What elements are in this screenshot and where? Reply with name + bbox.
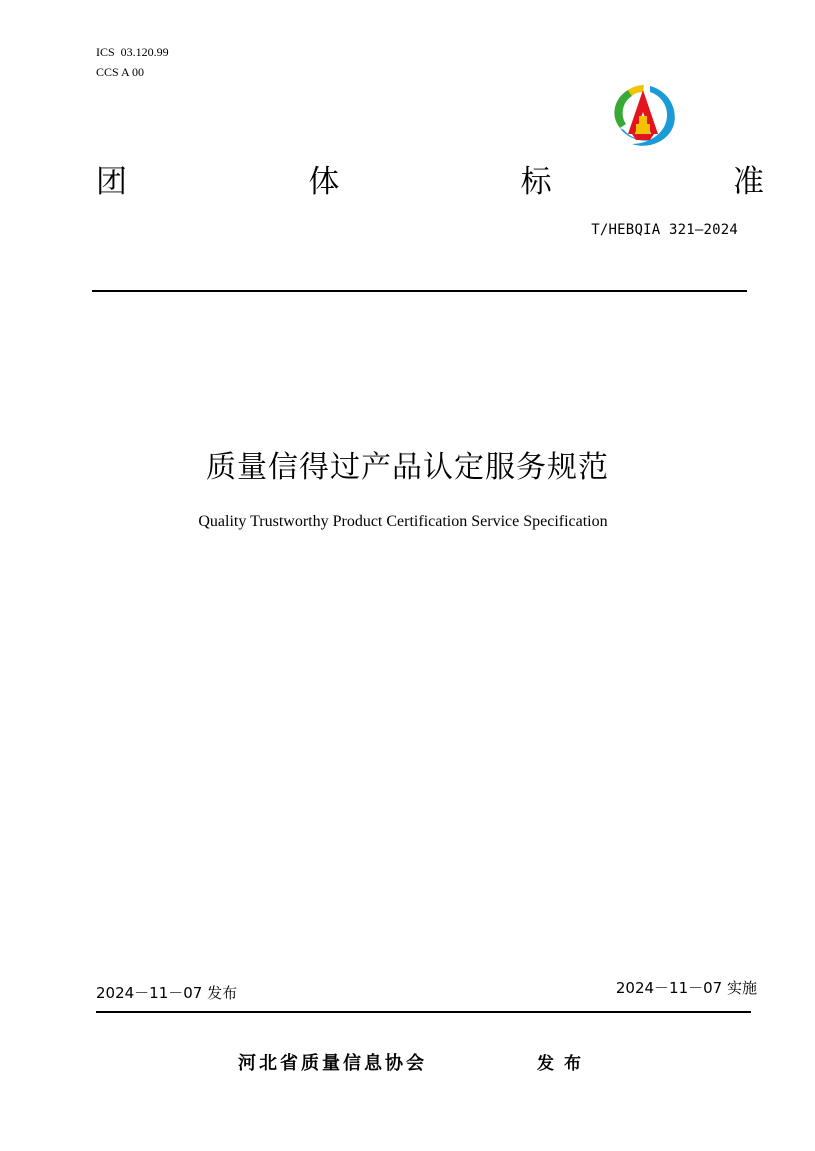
ics-code: ICS 03.120.99	[96, 45, 169, 59]
bottom-divider	[96, 1011, 751, 1013]
top-divider	[92, 290, 747, 292]
classification-codes	[96, 42, 169, 82]
document-title-english: Quality Trustworthy Product Certification Service Specification	[198, 513, 608, 530]
heading-char: 团	[96, 163, 127, 200]
ccs-code: CCS A 00	[96, 65, 145, 79]
document-title-chinese: 质量信得过产品认定服务规范	[206, 450, 609, 485]
implementation-date: 2024－11－07 实施	[615, 979, 757, 997]
publication-date: 2024－11－07 发布	[96, 984, 238, 1002]
heading-char: 体	[308, 163, 340, 200]
association-emblem-icon	[606, 82, 680, 154]
standard-type-heading	[96, 158, 764, 198]
publisher-name: 河北省质量信息协会	[238, 1053, 427, 1074]
heading-char: 准	[732, 163, 764, 200]
heading-char: 标	[520, 163, 552, 200]
standard-number: T/HEBQIA 321—2024	[591, 222, 738, 238]
publish-label: 发布	[537, 1054, 591, 1074]
